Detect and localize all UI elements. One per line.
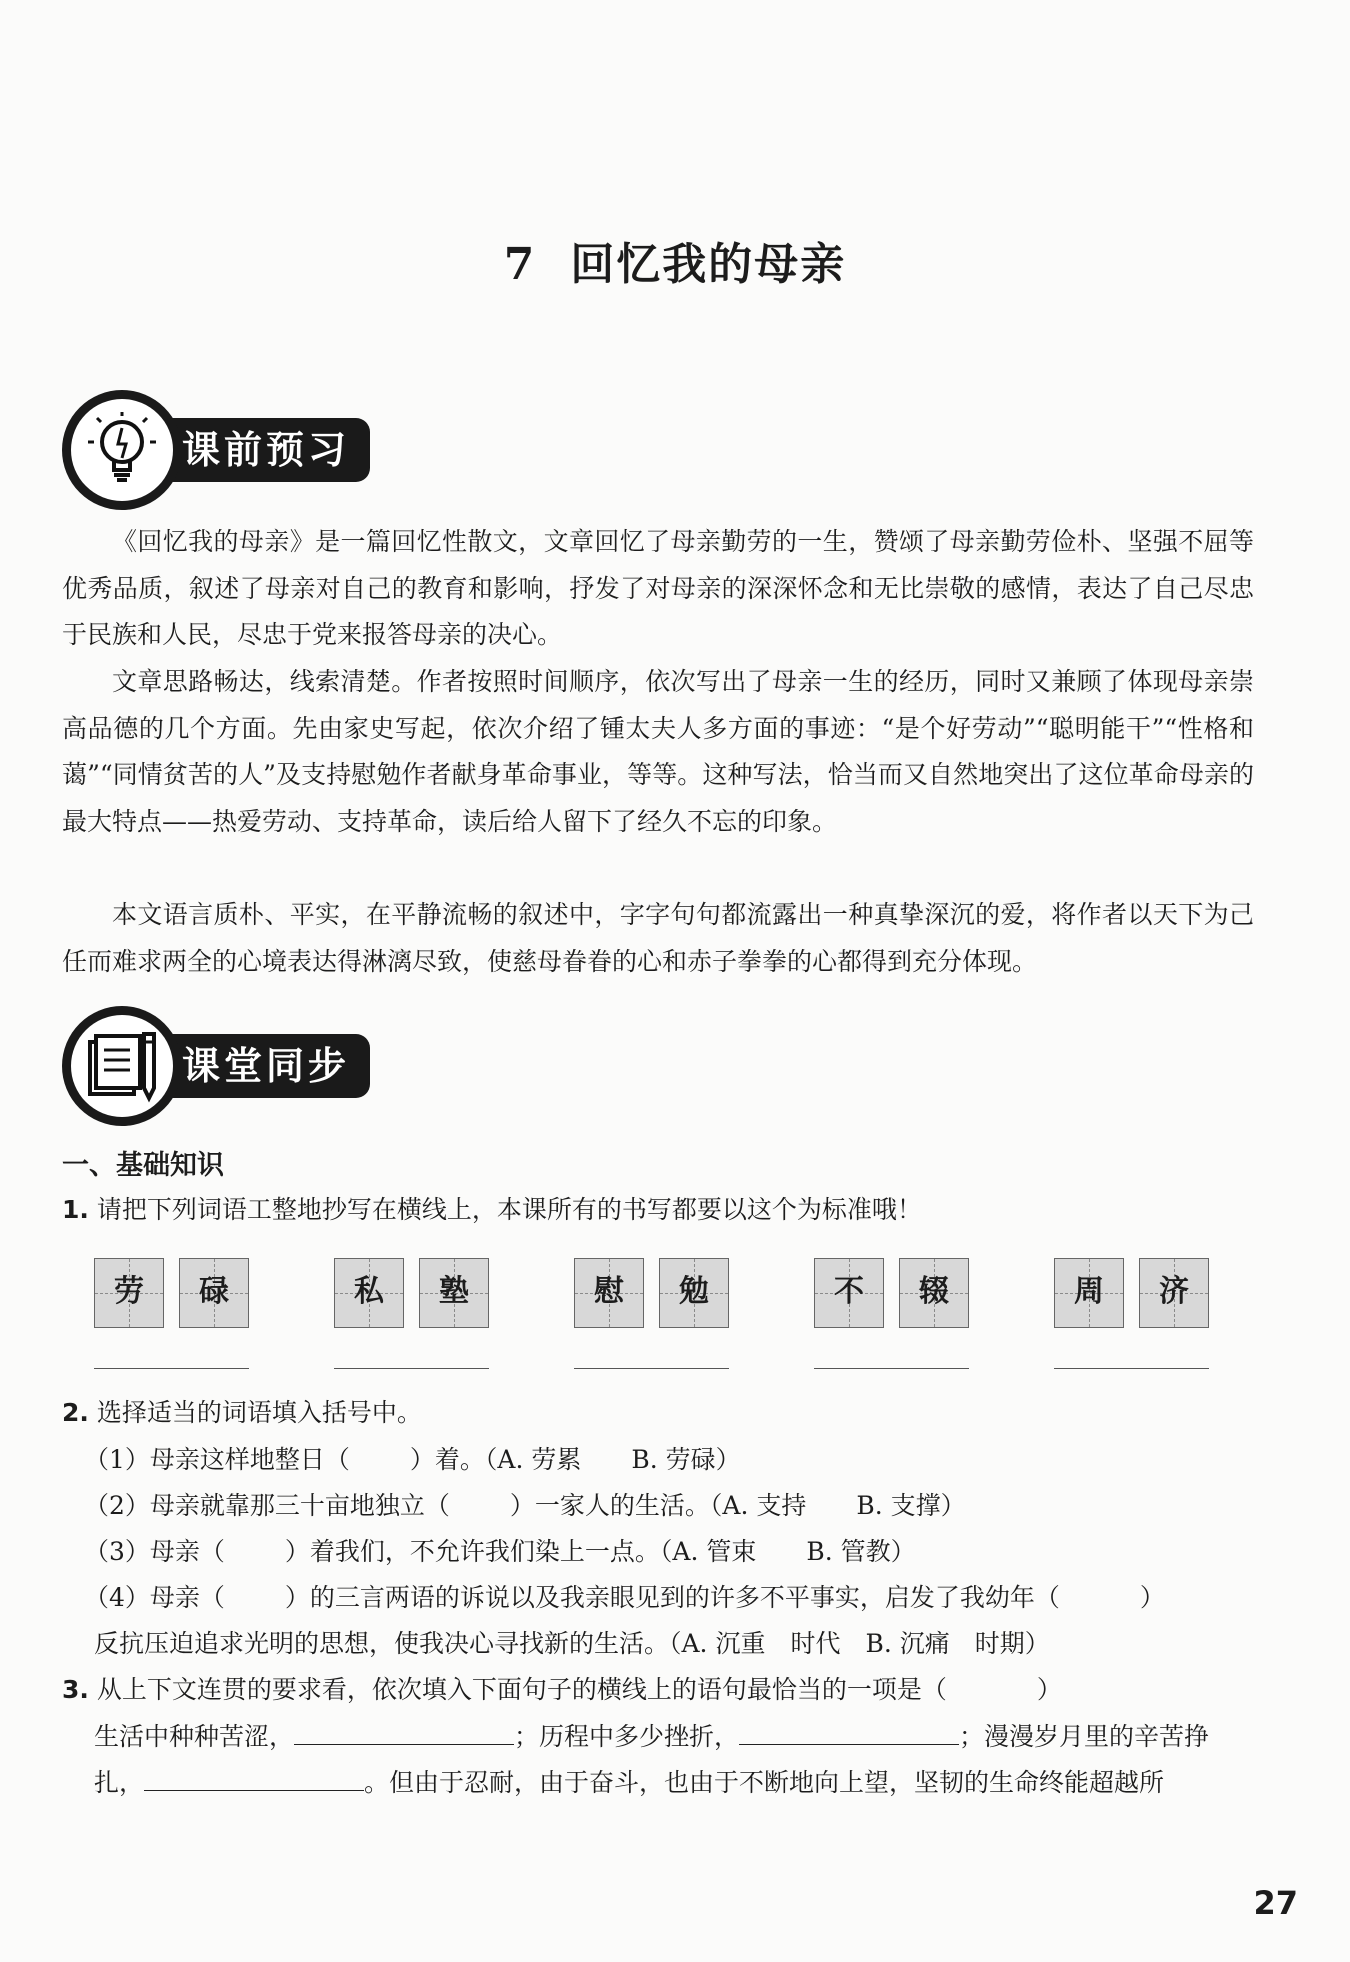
preview-paragraph-3: 本文语言质朴、平实，在平静流畅的叙述中，字字句句都流露出一种真挚深沉的爱，将作者以天下为己任而难求两全的心境表达得淋漓尽致，使慈母眷眷的心和赤子拳拳的心都得到充分体现。 <box>62 900 1254 976</box>
book-pencil-icon <box>84 1028 160 1104</box>
char-box: 周 <box>1054 1258 1124 1328</box>
copy-grid <box>94 1258 1244 1378</box>
question-1: 1. 请把下列词语工整地抄写在横线上，本课所有的书写都要以这个为标准哦！ <box>62 1195 922 1224</box>
char-box: 不 <box>814 1258 884 1328</box>
lesson-title <box>0 228 1350 292</box>
copy-line[interactable] <box>814 1368 969 1369</box>
question-3-line-1: 生活中种种苦涩， ；历程中多少挫折， ；漫漫岁月里的辛苦挣 <box>94 1717 1274 1753</box>
preview-banner-label: 课前预习 <box>132 418 370 482</box>
char-box: 慰 <box>574 1258 644 1328</box>
question-2-item-1: （1）母亲这样地整日（ ）着。（A. 劳累 B. 劳碌） <box>84 1445 741 1474</box>
word-pair-1 <box>94 1258 254 1378</box>
char-box: 勉 <box>659 1258 729 1328</box>
lesson-number: 7 <box>503 239 537 290</box>
char-box: 私 <box>334 1258 404 1328</box>
question-3-line-2: 扎， 。但由于忍耐，由于奋斗，也由于不断地向上望，坚韧的生命终能超越所 <box>94 1763 1274 1799</box>
char-box: 劳 <box>94 1258 164 1328</box>
copy-line[interactable] <box>574 1368 729 1369</box>
word-pair-2 <box>334 1258 494 1378</box>
char-box: 辍 <box>899 1258 969 1328</box>
question-3: 3. 从上下文连贯的要求看，依次填入下面句子的横线上的语句最恰当的一项是（ ） <box>62 1675 1062 1704</box>
question-2: 2. 选择适当的词语填入括号中。 <box>62 1398 422 1427</box>
copy-line[interactable] <box>1054 1368 1209 1369</box>
fill-line[interactable] <box>144 1765 364 1791</box>
preview-paragraph-2: 文章思路畅达，线索清楚。作者按照时间顺序，依次写出了母亲一生的经历，同时又兼顾了体现母亲崇高品德的几个方面。先由家史写起，依次介绍了锺太夫人多方面的事迹：“是个好劳动”“聪明能干”“性格和蔼”“同情贫苦的人”及支持慰勉作者献身革命事业，等等。这种写法，恰当而又自然地突出了这位革命母亲的最大特点——热爱劳动、支持革命，读后给人留下了经久不忘的印象。 <box>62 667 1254 836</box>
char-box: 碌 <box>179 1258 249 1328</box>
copy-line[interactable] <box>94 1368 249 1369</box>
word-pair-4 <box>814 1258 974 1378</box>
char-box: 塾 <box>419 1258 489 1328</box>
copy-line[interactable] <box>334 1368 489 1369</box>
question-2-item-2: （2）母亲就靠那三十亩地独立（ ）一家人的生活。（A. 支持 B. 支撑） <box>84 1491 966 1520</box>
question-2-item-4-cont: 反抗压迫追求光明的思想，使我决心寻找新的生活。（A. 沉重 时代 B. 沉痛 时期） <box>94 1629 1050 1658</box>
fill-line[interactable] <box>294 1719 514 1745</box>
word-pair-3 <box>574 1258 734 1378</box>
lesson-title-text: 回忆我的母亲 <box>570 239 847 290</box>
preview-paragraph-1: 《回忆我的母亲》是一篇回忆性散文，文章回忆了母亲勤劳的一生，赞颂了母亲勤劳俭朴、坚强不屈等优秀品质，叙述了母亲对自己的教育和影响，抒发了对母亲的深深怀念和无比崇敬的感情，表达了自己尽忠于民族和人民，尽忠于党来报答母亲的决心。 <box>62 527 1254 649</box>
classroom-banner <box>62 1006 382 1126</box>
classroom-banner-label: 课堂同步 <box>132 1034 370 1098</box>
fill-line[interactable] <box>739 1719 959 1745</box>
section-heading: 一、基础知识 <box>62 1150 224 1181</box>
question-2-item-3: （3）母亲（ ）着我们，不允许我们染上一点。（A. 管束 B. 管教） <box>84 1537 916 1566</box>
lightbulb-icon <box>84 412 160 488</box>
preview-banner <box>62 390 382 510</box>
word-pair-5 <box>1054 1258 1214 1378</box>
question-2-item-4: （4）母亲（ ）的三言两语的诉说以及我亲眼见到的许多不平事实，启发了我幼年（ ） <box>84 1583 1165 1612</box>
page-number: 27 <box>1253 1884 1298 1922</box>
char-box: 济 <box>1139 1258 1209 1328</box>
